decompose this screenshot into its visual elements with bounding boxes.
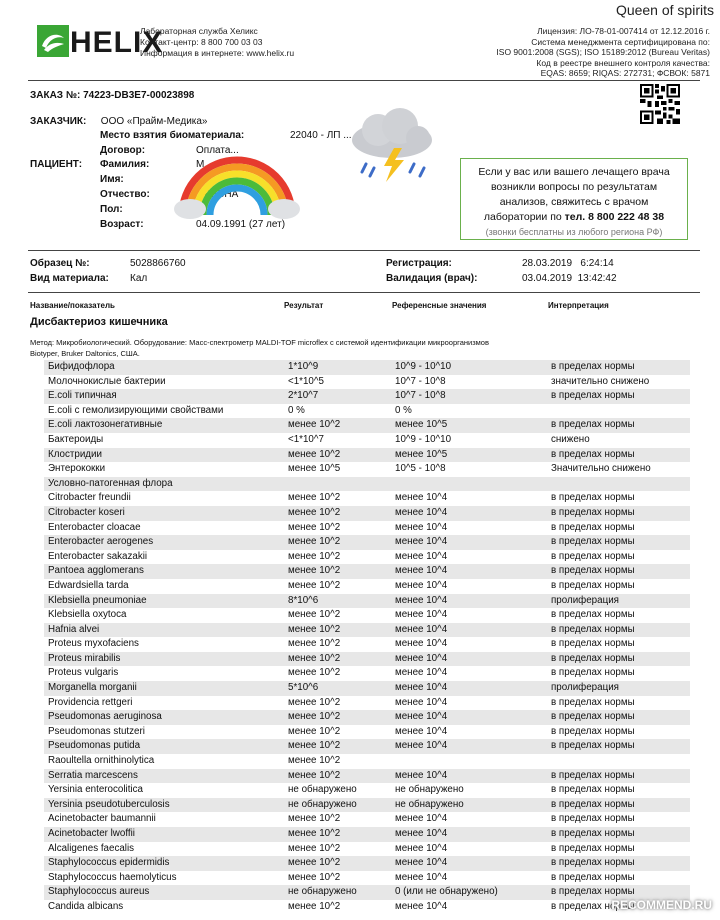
notice-line: анализов, свяжитесь с врачом (499, 196, 649, 208)
indicator-name: Candida albicans (48, 900, 124, 912)
age-label: Возраст: (100, 219, 144, 230)
patient-divider (28, 250, 700, 251)
interpretation-value: в пределах нормы (551, 638, 635, 650)
sample-value: 5028866760 (130, 258, 186, 269)
result-value: <1*10^5 (288, 375, 324, 387)
result-value: менее 10^2 (288, 667, 341, 679)
table-row (44, 491, 690, 506)
site-watermark: RECOMMEND.RU (611, 898, 712, 912)
table-row (44, 564, 690, 579)
indicator-name: Pseudomonas aeruginosa (44, 710, 284, 725)
indicator-name: Hafnia alvei (44, 623, 284, 638)
column-header-result: Результат (284, 301, 324, 310)
result-value: менее 10^2 (288, 842, 341, 854)
rain-cloud-sticker-icon (344, 108, 440, 186)
interpretation-value: Значительно снижено (551, 463, 651, 475)
result-value: менее 10^5 (288, 463, 341, 475)
result-value: <1*10^7 (288, 433, 324, 445)
result-value (284, 477, 391, 492)
result-value: менее 10^2 (284, 827, 391, 842)
reference-value: менее 10^4 (395, 638, 448, 650)
reference-value: 0 % (395, 404, 412, 416)
indicator-name: E.coli лактозонегативные (44, 418, 284, 433)
table-row (44, 885, 690, 900)
result-value: менее 10^2 (288, 696, 341, 708)
reference-value: менее 10^4 (391, 681, 547, 696)
reference-value: 10^7 - 10^8 (395, 375, 446, 387)
indicator-name: Proteus myxofaciens (48, 638, 139, 650)
reference-value: менее 10^5 (391, 448, 547, 463)
indicator-name: Бактероиды (48, 433, 104, 445)
result-value: менее 10^2 (284, 769, 391, 784)
indicator-name: Yersinia enterocolitica (48, 784, 143, 796)
table-row (44, 418, 690, 433)
reference-value: менее 10^4 (391, 827, 547, 842)
indicator-name: Citrobacter freundii (48, 492, 131, 504)
table-row (44, 360, 690, 375)
indicator-name: Enterobacter aerogenes (44, 535, 284, 550)
indicator-name: Klebsiella pneumoniae (44, 594, 284, 609)
biomaterial-place-value: 22040 - ЛП ... (290, 130, 352, 141)
reference-value: менее 10^4 (391, 594, 547, 609)
order-value: 74223-DB3E7-00023898 (83, 90, 195, 101)
interpretation-value: в пределах нормы (547, 652, 690, 667)
result-value: менее 10^2 (288, 871, 341, 883)
interpretation-value: в пределах нормы (547, 448, 690, 463)
result-value: 1*10^9 (284, 360, 391, 375)
column-header-name: Название/показатель (30, 301, 115, 310)
indicator-name: Raoultella ornithinolytica (48, 755, 155, 767)
indicator-name: Serratia marcescens (44, 769, 284, 784)
method-line: Метод: Микробиологический. Оборудование: Масс-спектрометр MALDI-TOF microflex с системой идентификации микроорганизмов (30, 338, 489, 347)
interpretation-value: пролиферация (547, 681, 690, 696)
table-row (44, 842, 690, 857)
reference-value: менее 10^4 (395, 900, 448, 912)
indicator-name: Условно-патогенная флора (44, 477, 284, 492)
registration-value: 28.03.2019 6:24:14 (522, 258, 614, 269)
doctor-contact-notice (460, 158, 688, 240)
table-row (44, 798, 690, 813)
order-number (30, 90, 194, 101)
result-value: 2*10^7 (284, 389, 391, 404)
table-row (44, 856, 690, 871)
helix-logo-icon (36, 24, 70, 58)
indicator-name: Providencia rettgeri (48, 696, 133, 708)
table-row (44, 812, 690, 827)
table-row (44, 448, 690, 463)
license-line: Код в реестре внешнего контроля качества: (536, 57, 710, 68)
interpretation-value: в пределах нормы (551, 871, 635, 883)
patronymic-value: ...ЕЕВНА (196, 189, 239, 200)
patronymic-label: Отчество: (100, 189, 150, 200)
result-value: менее 10^2 (284, 564, 391, 579)
reference-value: менее 10^4 (395, 725, 448, 737)
reference-value: не обнаружено (391, 798, 547, 813)
notice-line (469, 210, 679, 225)
helix-logo (36, 24, 164, 60)
reference-value: 10^9 - 10^10 (395, 433, 452, 445)
result-value: не обнаружено (284, 885, 391, 900)
result-value: менее 10^2 (284, 710, 391, 725)
table-row (44, 637, 690, 652)
lab-name: Лабораторная служба Хеликс (140, 26, 258, 36)
validation-value: 03.04.2019 13:42:42 (522, 273, 617, 284)
table-row (44, 550, 690, 565)
license-line: ISO 9001:2008 (SGS); ISO 15189:2012 (Bureau Veritas) (496, 47, 710, 57)
reference-value: менее 10^4 (395, 696, 448, 708)
notice-free-calls: (звонки бесплатны из любого региона РФ) (485, 227, 663, 237)
interpretation-value (547, 404, 690, 419)
indicator-name: Enterobacter cloacae (48, 521, 141, 533)
license-info (410, 26, 710, 79)
contract-label: Договор: (100, 145, 146, 156)
reference-value: менее 10^4 (391, 506, 547, 521)
reference-value: менее 10^4 (395, 842, 448, 854)
interpretation-value: в пределах нормы (547, 827, 690, 842)
interpretation-value: в пределах нормы (551, 900, 635, 912)
biomaterial-place-label: Место взятия биоматериала: (100, 130, 245, 141)
table-row (44, 783, 690, 798)
table-row (44, 477, 690, 492)
result-value: менее 10^2 (288, 900, 341, 912)
table-row (44, 666, 690, 681)
indicator-name: Staphylococcus epidermidis (44, 856, 284, 871)
table-row (44, 521, 690, 536)
indicator-name: Pseudomonas putida (44, 739, 284, 754)
indicator-name: E.coli типичная (44, 389, 284, 404)
table-row (44, 433, 690, 448)
result-value: менее 10^2 (288, 725, 341, 737)
qr-code-icon (640, 84, 680, 124)
indicator-name: Acinetobacter lwoffii (44, 827, 284, 842)
license-line: EQAS: 8659; RIQAS: 272731; ФСВОК: 5871 (540, 68, 710, 78)
result-value: 0 % (288, 404, 305, 416)
result-value: менее 10^2 (284, 652, 391, 667)
surname-value: М... (196, 159, 213, 170)
interpretation-value: значительно снижено (551, 375, 650, 387)
reference-value: менее 10^4 (395, 813, 448, 825)
surname-label: Фамилия: (100, 159, 150, 170)
indicator-name: Morganella morganii (44, 681, 284, 696)
result-value: менее 10^2 (288, 755, 341, 767)
reference-value: менее 10^4 (391, 535, 547, 550)
customer-label: ЗАКАЗЧИК: (30, 116, 87, 127)
material-label: Вид материала: (30, 273, 109, 284)
table-row (44, 725, 690, 740)
indicator-name: Acinetobacter baumannii (48, 813, 156, 825)
sample-label: Образец №: (30, 258, 90, 269)
result-value: не обнаружено (284, 798, 391, 813)
result-value: менее 10^2 (288, 550, 341, 562)
interpretation-value: в пределах нормы (547, 360, 690, 375)
material-value: Кал (130, 273, 148, 284)
interpretation-value: в пределах нормы (551, 492, 635, 504)
table-row (44, 871, 690, 886)
interpretation-value: в пределах нормы (547, 856, 690, 871)
interpretation-value: в пределах нормы (551, 696, 635, 708)
reference-value: менее 10^4 (391, 856, 547, 871)
interpretation-value: в пределах нормы (547, 389, 690, 404)
table-row (44, 535, 690, 550)
interpretation-value: в пределах нормы (551, 725, 635, 737)
table-row (44, 506, 690, 521)
reference-value: менее 10^4 (395, 871, 448, 883)
indicator-name: E.coli с гемолизирующими свойствами (48, 404, 224, 416)
reference-value: менее 10^4 (391, 710, 547, 725)
indicator-name: Pseudomonas stutzeri (48, 725, 145, 737)
indicator-name: Энтерококки (48, 463, 106, 475)
result-value: менее 10^2 (288, 492, 341, 504)
column-header-reference: Референсные значения (392, 301, 487, 310)
interpretation-value: пролиферация (547, 594, 690, 609)
notice-line: возникли вопросы по результатам (490, 181, 658, 193)
table-row (44, 652, 690, 667)
reference-value: менее 10^4 (395, 609, 448, 621)
indicator-name: Staphylococcus aureus (44, 885, 284, 900)
indicator-name: Proteus vulgaris (48, 667, 119, 679)
result-value: менее 10^2 (284, 506, 391, 521)
indicator-name: Enterobacter sakazakii (48, 550, 148, 562)
first-name-value: ... (196, 174, 205, 185)
license-line: Лицензия: ЛО-78-01-007414 от 12.12.2016 г. (537, 26, 710, 36)
table-row (44, 681, 690, 696)
reference-value: менее 10^4 (391, 739, 547, 754)
first-name-label: Имя: (100, 174, 124, 185)
interpretation-value: в пределах нормы (547, 739, 690, 754)
lab-contact-info (140, 26, 294, 59)
notice-phone: тел. 8 800 222 48 38 (564, 211, 665, 223)
indicator-name: Pantoea agglomerans (44, 564, 284, 579)
rainbow-sticker-icon (172, 145, 302, 221)
gender-label: Пол: (100, 204, 123, 215)
table-row (44, 389, 690, 404)
result-value: менее 10^2 (284, 856, 391, 871)
table-row (44, 404, 690, 419)
result-value: менее 10^2 (284, 448, 391, 463)
interpretation-value: в пределах нормы (547, 564, 690, 579)
watermark-username: Queen of spirits (615, 2, 714, 18)
interpretation-value (547, 477, 690, 492)
method-line: Biotyper, Bruker Daltonics, США. (30, 349, 140, 358)
result-value: 8*10^6 (284, 594, 391, 609)
indicator-name: Клостридии (44, 448, 284, 463)
indicator-name: Citrobacter koseri (44, 506, 284, 521)
table-row (44, 623, 690, 638)
notice-line: Если у вас или вашего лечащего врача (478, 166, 670, 178)
indicator-name: Yersinia pseudotuberculosis (44, 798, 284, 813)
table-row (44, 462, 690, 477)
table-row (44, 769, 690, 784)
interpretation-value: в пределах нормы (547, 623, 690, 638)
reference-value: менее 10^4 (391, 564, 547, 579)
table-row (44, 375, 690, 390)
table-row (44, 710, 690, 725)
registration-label: Регистрация: (386, 258, 452, 269)
customer-value: ООО «Прайм-Медика» (100, 116, 208, 127)
result-value: менее 10^2 (288, 579, 341, 591)
table-row (44, 754, 690, 769)
reference-value: 10^9 - 10^10 (391, 360, 547, 375)
indicator-name: Молочнокислые бактерии (48, 375, 166, 387)
method-description (30, 337, 630, 359)
reference-value: менее 10^4 (391, 652, 547, 667)
reference-value: менее 10^5 (391, 418, 547, 433)
notice-phone-prefix: лаборатории по (483, 211, 565, 223)
result-value: менее 10^2 (284, 418, 391, 433)
result-value: менее 10^2 (288, 638, 341, 650)
result-value: 5*10^6 (284, 681, 391, 696)
interpretation-value: в пределах нормы (551, 842, 635, 854)
website-info: Информация в интернете: www.helix.ru (140, 48, 295, 58)
table-row (44, 594, 690, 609)
section-title: Дисбактериоз кишечника (30, 316, 168, 328)
result-value: менее 10^2 (288, 609, 341, 621)
age-value: 04.09.1991 (27 лет) (196, 219, 286, 230)
helix-logo-text: HELIX (70, 26, 164, 59)
result-value: менее 10^2 (288, 813, 341, 825)
interpretation-value: в пределах нормы (547, 769, 690, 784)
result-value: менее 10^2 (288, 521, 341, 533)
interpretation-value (547, 754, 690, 769)
reference-value: менее 10^4 (395, 492, 448, 504)
reference-value: не обнаружено (395, 784, 464, 796)
result-value: менее 10^2 (284, 739, 391, 754)
interpretation-value: в пределах нормы (551, 579, 635, 591)
reference-value (391, 477, 547, 492)
table-row (44, 827, 690, 842)
indicator-name: Klebsiella oxytoca (48, 609, 127, 621)
patient-label: ПАЦИЕНТ: (30, 159, 83, 170)
sample-divider (28, 292, 700, 293)
result-value: менее 10^2 (284, 535, 391, 550)
reference-value: менее 10^4 (395, 521, 448, 533)
indicator-name: Edwardsiella tarda (48, 579, 129, 591)
reference-value: менее 10^4 (391, 769, 547, 784)
reference-value: 10^7 - 10^8 (391, 389, 547, 404)
interpretation-value: в пределах нормы (551, 784, 635, 796)
contract-value: Оплата... (196, 145, 239, 156)
reference-value (391, 754, 547, 769)
reference-value: менее 10^4 (395, 579, 448, 591)
reference-value: менее 10^4 (391, 623, 547, 638)
table-row (44, 739, 690, 754)
interpretation-value: в пределах нормы (547, 885, 690, 900)
interpretation-value: в пределах нормы (547, 506, 690, 521)
contact-center: Контакт-центр: 8 800 700 03 03 (140, 37, 263, 47)
interpretation-value: в пределах нормы (551, 609, 635, 621)
indicator-name: Бифидофлора (44, 360, 284, 375)
order-label: ЗАКАЗ №: (30, 90, 81, 101)
indicator-name: Alcaligenes faecalis (48, 842, 135, 854)
results-table (44, 360, 690, 915)
interpretation-value: в пределах нормы (547, 710, 690, 725)
interpretation-value: в пределах нормы (547, 535, 690, 550)
indicator-name: Proteus mirabilis (44, 652, 284, 667)
table-row (44, 900, 690, 915)
header-divider (28, 80, 700, 81)
interpretation-value: в пределах нормы (547, 798, 690, 813)
interpretation-value: в пределах нормы (547, 418, 690, 433)
validation-label: Валидация (врач): (386, 273, 478, 284)
interpretation-value: в пределах нормы (551, 813, 635, 825)
customer-row (30, 111, 208, 129)
license-line: Система менеджмента сертифицирована по: (531, 36, 710, 47)
interpretation-value: в пределах нормы (551, 521, 635, 533)
interpretation-value: в пределах нормы (551, 550, 635, 562)
table-row (44, 608, 690, 623)
result-value: не обнаружено (288, 784, 357, 796)
column-header-interpretation: Интерпретация (548, 301, 609, 310)
table-row (44, 579, 690, 594)
interpretation-value: в пределах нормы (551, 667, 635, 679)
indicator-name: Staphylococcus haemolyticus (48, 871, 177, 883)
result-value: менее 10^2 (284, 623, 391, 638)
interpretation-value: снижено (551, 433, 590, 445)
reference-value: 0 (или не обнаружено) (391, 885, 547, 900)
table-row (44, 696, 690, 711)
reference-value: менее 10^4 (395, 667, 448, 679)
reference-value: менее 10^4 (395, 550, 448, 562)
reference-value: 10^5 - 10^8 (395, 463, 446, 475)
